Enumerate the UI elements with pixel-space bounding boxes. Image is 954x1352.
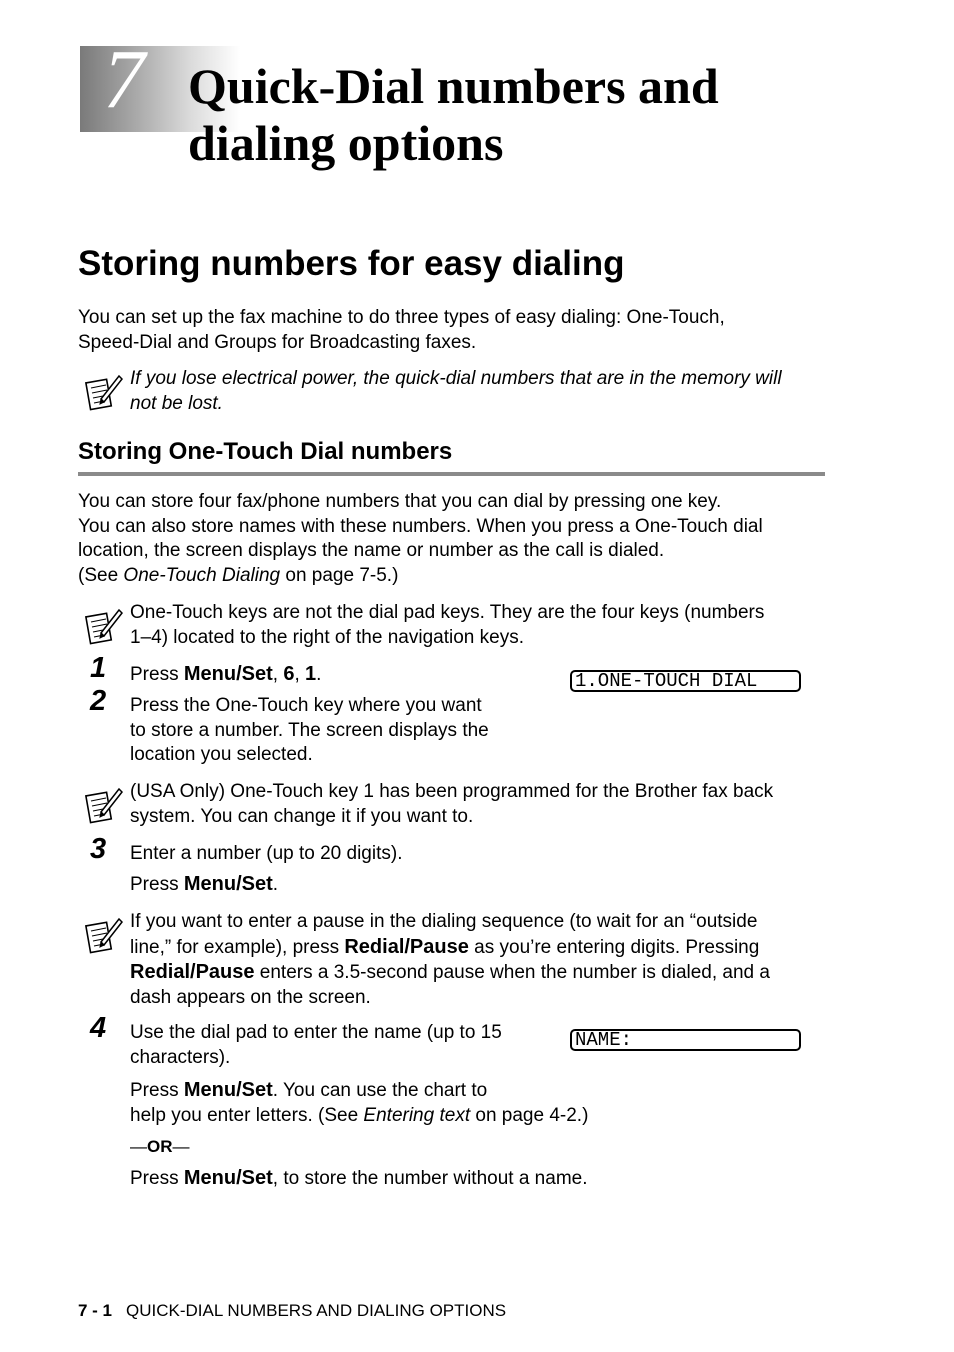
note-2-line-2: 1–4) located to the right of the navigation keys. [130,626,524,648]
note-4-line-1: If you want to enter a pause in the dialing sequence (to wait for an “outside [130,911,758,932]
para-line-4-pre: (See [78,564,124,586]
or-label: OR [147,1137,173,1156]
step-3-line-2 [130,872,278,898]
note-4-line-3-post: enters a 3.5-second pause when the number is dialed, and a [254,962,770,983]
note-pencil-icon [84,606,124,651]
step-4-alt-press: Press [130,1168,184,1189]
section-intro [78,306,725,355]
lcd-display-one-touch-dial: 1.ONE-TOUCH DIAL [570,670,801,692]
note-pencil-icon [84,372,124,417]
step-3-end: . [272,874,279,895]
note-2-line-1: One-Touch keys are not the dial pad keys. They are the four keys (numbers [130,602,765,623]
lcd-display-name: NAME: [570,1029,801,1051]
step-2-line-2: to store a number. The screen displays the [130,719,489,741]
chapter-title-line1: Quick-Dial numbers and [188,58,719,114]
page-number: 7 - 1 [78,1301,113,1320]
chapter-title-line2: dialing options [188,115,504,171]
note-2 [130,601,764,650]
redial-pause-key: Redial/Pause [130,961,255,983]
note-1 [130,367,782,416]
note-3-line-2: system. You can change it if you want to. [130,805,474,827]
subsection-rule [78,472,825,476]
note-4-line-2-pre: line,” for example), press [130,936,345,958]
step-4-line-2: characters). [130,1046,231,1068]
key-6: 6 [283,663,295,685]
para-line-2: You can also store names with these numbers. When you press a One-Touch dial [78,515,763,537]
step-4-number: 4 [90,1012,107,1044]
or-separator [130,1136,190,1158]
note-4 [130,910,770,1010]
step-4-line-1: Use the dial pad to enter the name (up to 15 [130,1022,502,1043]
note-pencil-icon [84,785,124,830]
para-line-3: location, the screen displays the name or number as the call is dialed. [78,540,665,561]
step-1-sep2: , [294,664,306,685]
para-line-1: You can store four fax/phone numbers that you can dial by pressing one key. [78,491,722,512]
para-line-4 [78,564,763,589]
cross-reference-link: One-Touch Dialing [123,564,281,586]
step-4-post: . You can use the chart to [272,1080,488,1101]
cross-reference-link: Entering text [363,1104,471,1126]
note-4-line-2 [130,935,770,961]
note-1-line-2: not be lost. [130,392,223,414]
menu-set-key: Menu/Set [183,663,273,685]
intro-line-2: Speed-Dial and Groups for Broadcasting faxes. [78,331,477,353]
step-1-press: Press [130,664,184,685]
or-dash-right: — [172,1137,190,1156]
step-4-line-4 [130,1104,588,1129]
note-4-line-2-post: as you’re entering digits. Pressing [468,936,760,958]
note-3 [130,780,773,829]
step-3-press: Press [130,874,184,895]
subsection-title: Storing One-Touch Dial numbers [78,438,453,465]
step-4-line-4-post: on page 4-2.) [470,1104,589,1126]
redial-pause-key: Redial/Pause [344,935,469,958]
note-4-line-4: dash appears on the screen. [130,986,371,1008]
step-4-text [130,1021,502,1070]
step-4-press: Press [130,1080,184,1101]
step-1-sep1: , [272,664,284,685]
step-2-line-3: location you selected. [130,744,313,765]
step-4-line-4-pre: help you enter letters. (See [130,1104,364,1126]
subsection-paragraph [78,490,763,588]
or-dash-left: — [130,1137,147,1156]
step-3-number: 3 [90,833,107,865]
para-line-4-post: on page 7-5.) [280,564,399,586]
note-1-line-1: If you lose electrical power, the quick-dial numbers that are in the memory will [130,368,782,389]
step-1-number: 1 [90,652,107,684]
step-4-press-text [130,1078,588,1128]
menu-set-key: Menu/Set [183,1167,273,1189]
note-3-line-1: (USA Only) One-Touch key 1 has been programmed for the Brother fax back [130,781,774,802]
step-4-alternative [130,1166,588,1192]
step-1-end: . [316,664,322,685]
step-2-number: 2 [90,685,107,717]
step-4-line-3 [130,1078,588,1104]
page-footer [78,1301,506,1321]
note-pencil-icon [84,915,124,960]
key-1: 1 [305,663,317,685]
note-4-line-3 [130,960,770,986]
section-title: Storing numbers for easy dialing [78,244,625,283]
step-4-alt-post: , to store the number without a name. [272,1168,588,1189]
step-2-text [130,694,489,768]
chapter-number: 7 [103,33,145,126]
intro-line-1: You can set up the fax machine to do three types of easy dialing: One-Touch, [78,307,725,328]
step-1-text [130,662,321,688]
footer-chapter-title: QUICK-DIAL NUMBERS AND DIALING OPTIONS [126,1301,507,1320]
step-2-line-1: Press the One-Touch key where you want [130,695,482,716]
menu-set-key: Menu/Set [183,873,273,895]
menu-set-key: Menu/Set [183,1079,273,1101]
chapter-title [188,58,719,172]
step-3-line-1: Enter a number (up to 20 digits). [130,843,403,864]
